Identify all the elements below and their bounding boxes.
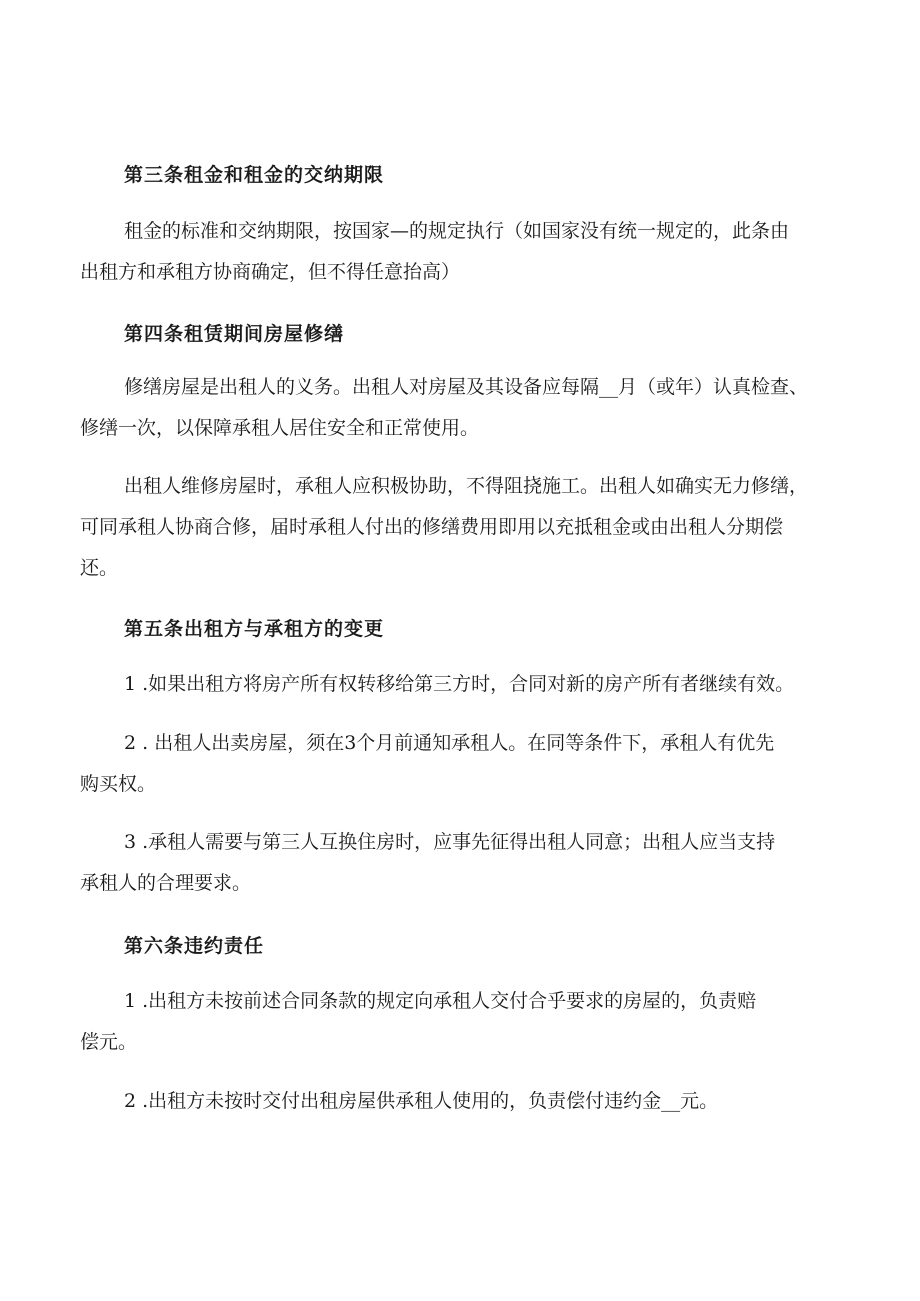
paragraph-line: 修缮房屋是出租人的义务。出租人对房屋及其设备应每隔__月（或年）认真检查、 (124, 376, 809, 398)
paragraph (80, 1081, 825, 1122)
paragraph (80, 211, 825, 293)
paragraph (80, 981, 825, 1063)
paragraph-line: 2 .出租方未按时交付出租房屋供承租人使用的，负责偿付违约金__元。 (124, 1090, 719, 1112)
paragraph-line: 2 . 出租人出卖房屋，须在3个月前通知承租人。在同等条件下，承租人有优先 (124, 732, 775, 754)
section-heading: 第三条租金和租金的交纳期限 (124, 164, 385, 186)
paragraph-line: 可同承租人协商合修，届时承租人付出的修缮费用即用以充抵租金或由出租人分期偿 (80, 516, 784, 538)
paragraph-line: 租金的标准和交纳期限，按国家—的规定执行（如国家没有统一规定的，此条由 (124, 220, 790, 242)
paragraph-line: 购买权。 (80, 773, 157, 795)
paragraph (80, 822, 825, 904)
paragraph-line: 承租人的合理要求。 (80, 872, 252, 894)
paragraph-line: 偿元。 (80, 1031, 138, 1053)
section-heading: 第六条违约责任 (124, 935, 265, 957)
paragraph-line: 1 .如果出租方将房产所有权转移给第三方时，合同对新的房产所有者继续有效。 (124, 673, 795, 695)
paragraph (80, 723, 825, 805)
paragraph-line: 出租方和承租方协商确定，但不得任意抬高） (80, 261, 461, 283)
paragraph-line: 修缮一次，以保障承租人居住安全和正常使用。 (80, 417, 480, 439)
section-heading: 第五条出租方与承租方的变更 (124, 618, 385, 640)
paragraph-line: 3 .承租人需要与第三人互换住房时，应事先征得出租人同意；出租人应当支持 (124, 831, 776, 853)
paragraph (80, 466, 825, 589)
paragraph (80, 367, 825, 449)
paragraph-line: 1 .出租方未按前述合同条款的规定向承租人交付合乎要求的房屋的，负责赔 (124, 990, 757, 1012)
paragraph-line: 出租人维修房屋时，承租人应积极协助，不得阻挠施工。出租人如确实无力修缮， (124, 475, 809, 497)
paragraph-line: 还。 (80, 557, 119, 579)
section-heading: 第四条租赁期间房屋修缮 (124, 323, 345, 345)
paragraph (80, 664, 825, 705)
